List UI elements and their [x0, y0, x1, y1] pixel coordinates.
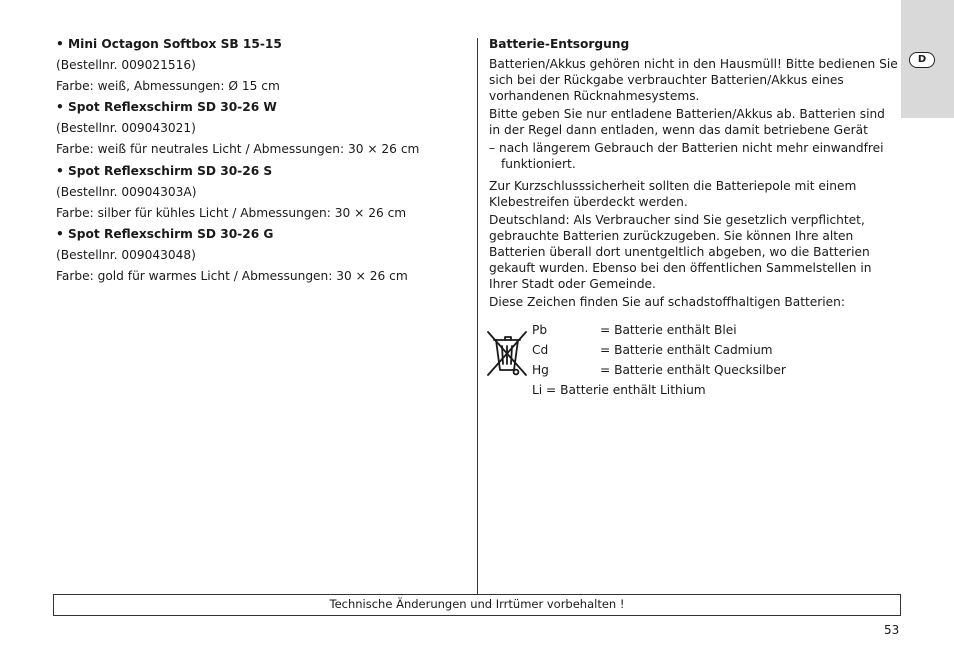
chem-symbol: Cd: [532, 343, 549, 357]
paragraph: Deutschland: Als Verbraucher sind Sie gesetzlich verpflichtet, gebrauchte Batterien zurückzugeben. Sie können Ihre alten Batterien überall dort unentgeltlich abgeben, wo die Batterien gekauft wurden. Ebenso bei den öffentlichen Sammelstellen in Ihrer Stadt oder Gemeinde.: [489, 213, 872, 291]
paragraph: Diese Zeichen finden Sie auf schadstoffhaltigen Batterien:: [489, 295, 845, 309]
item-order-number: (Bestellnr. 009021516): [56, 58, 196, 72]
item-description: Farbe: gold für warmes Licht / Abmessungen: 30 × 26 cm: [56, 269, 408, 283]
item-description: Farbe: weiß für neutrales Licht / Abmessungen: 30 × 26 cm: [56, 142, 420, 156]
item-description: Farbe: silber für kühles Licht / Abmessungen: 30 × 26 cm: [56, 206, 407, 220]
chem-meaning: = Batterie enthält Quecksilber: [600, 363, 786, 377]
item-order-number: (Bestellnr. 00904303A): [56, 185, 197, 199]
dash-item: – nach längerem Gebrauch der Batterien nicht mehr einwandfrei funktioniert.: [489, 141, 884, 171]
paragraph: Zur Kurzschlusssicherheit sollten die Batteriepole mit einem Klebestreifen überdeckt werden.: [489, 179, 857, 209]
item-order-number: (Bestellnr. 009043048): [56, 248, 196, 262]
chem-symbol: Pb: [532, 323, 548, 337]
page-number: 53: [884, 623, 900, 637]
chem-row: [532, 322, 737, 338]
column-divider: [477, 38, 478, 594]
section-title: Batterie-Entsorgung: [489, 37, 630, 51]
paragraph: Batterien/Akkus gehören nicht in den Hausmüll! Bitte bedienen Sie sich bei der Rückgabe verbrauchter Batterien/Akkus eines vorhandenen Rücknahmesystems.: [489, 57, 898, 103]
chem-row: [532, 362, 786, 378]
paragraph: Bitte geben Sie nur entladene Batterien/Akkus ab. Batterien sind in der Regel dann entladen, wenn das damit betriebene Gerät: [489, 107, 885, 137]
chem-symbol: Hg: [532, 363, 549, 377]
chem-row: [532, 342, 773, 358]
item-title: • Spot Reflexschirm SD 30-26 W: [56, 100, 277, 114]
battery-symbols: [489, 322, 899, 402]
crossed-bin-icon: [485, 328, 529, 378]
item-order-number: (Bestellnr. 009043021): [56, 121, 196, 135]
item-description: Farbe: weiß, Abmessungen: Ø 15 cm: [56, 79, 280, 93]
chem-meaning: = Batterie enthält Cadmium: [600, 343, 773, 357]
footer-note: Technische Änderungen und Irrtümer vorbehalten !: [53, 594, 901, 616]
chem-meaning: = Batterie enthält Blei: [600, 323, 737, 337]
item-title: • Spot Reflexschirm SD 30-26 S: [56, 164, 273, 178]
language-badge: D: [909, 52, 935, 68]
accessory-list: [56, 36, 466, 289]
chem-row-lithium: Li = Batterie enthält Lithium: [532, 383, 706, 397]
battery-disposal-section: [489, 36, 899, 397]
item-title: • Mini Octagon Softbox SB 15-15: [56, 37, 282, 51]
item-title: • Spot Reflexschirm SD 30-26 G: [56, 227, 274, 241]
